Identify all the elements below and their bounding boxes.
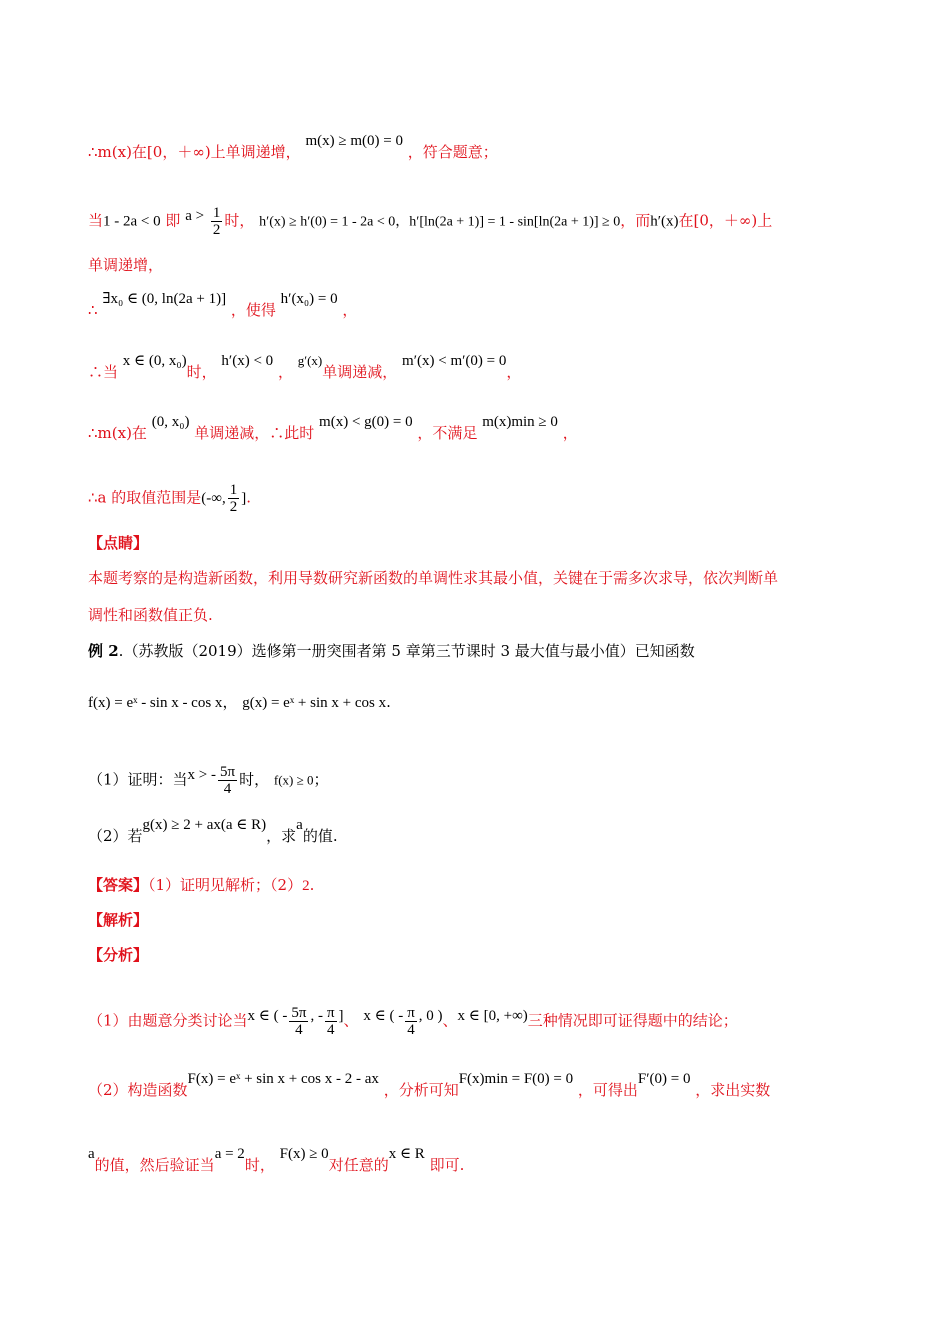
- text: ，不满足: [417, 424, 478, 442]
- text: ，: [562, 424, 578, 442]
- text: 单调递减，∴此时: [194, 424, 315, 442]
- text: 单调递减，: [322, 363, 398, 381]
- formula: x ∈ ( -: [363, 1007, 404, 1024]
- text: 即可.: [429, 1156, 465, 1174]
- analysis-1: [88, 1005, 862, 1038]
- text: 时，: [186, 363, 217, 381]
- denominator: 4: [223, 781, 232, 797]
- text: .: [246, 488, 251, 507]
- line-monotone-increasing-2: [88, 255, 862, 275]
- fraction-one-half: [228, 482, 240, 515]
- formula: f(x) ≥ 0: [273, 772, 314, 788]
- text: ，求出实数: [695, 1081, 771, 1099]
- numerator: π: [326, 1005, 335, 1021]
- line-range-of-a: [88, 482, 862, 515]
- text: ，分析可知: [383, 1081, 459, 1099]
- text: ∴a 的取值范围是: [88, 488, 202, 507]
- text: ∴: [88, 301, 98, 319]
- function-definitions: [88, 692, 862, 713]
- formula: h′(x): [650, 213, 679, 230]
- text: （2）若: [88, 827, 143, 845]
- tip-text: 调性和函数值正负.: [88, 606, 213, 624]
- text: （2）构造函数: [88, 1081, 188, 1099]
- text: ，使得: [230, 301, 276, 319]
- text: 的值.: [302, 827, 338, 845]
- numerator: 5π: [291, 1005, 307, 1021]
- example-text: .（苏教版（2019）选修第一册突围者第 5 章第三节课时 3 最大值与最小值）已知函数: [118, 642, 695, 660]
- text: ，: [277, 363, 293, 381]
- text: 、: [442, 1011, 458, 1030]
- formula: F(x) = eˣ + sin x + cos x - 2 - ax: [187, 1071, 379, 1087]
- tip-body-1: [88, 568, 862, 588]
- formula: , 0 ): [418, 1007, 443, 1024]
- analysis-heading: [88, 945, 862, 965]
- answer-value: 2: [302, 878, 310, 894]
- line-monotone-increasing: [88, 133, 862, 163]
- analysis-2: [88, 1071, 862, 1101]
- formula-g: g(x) = eˣ + sin x + cos x: [242, 695, 387, 711]
- text: ∴当: [88, 363, 119, 381]
- answer-line: [88, 875, 862, 896]
- text: 对任意的: [328, 1156, 389, 1174]
- formula: a: [88, 1146, 95, 1162]
- line-when-x-in-interval: [88, 353, 862, 383]
- text: ∴m(x)在[0，＋∞)上单调递增，: [88, 143, 301, 161]
- numerator: π: [407, 1005, 415, 1021]
- fraction-pi-4: [325, 1005, 337, 1038]
- solution-label: 【解析】: [88, 911, 149, 929]
- example-label: 例 2: [88, 642, 119, 660]
- tip-label: 【点睛】: [88, 534, 149, 552]
- line-case-a-gt-half: [88, 205, 862, 238]
- text: 单调递增，: [88, 256, 164, 274]
- formula-f: f(x) = eˣ - sin x - cos x: [88, 695, 223, 711]
- formula: ∃x₀ ∈ (0, ln(2a + 1)]: [102, 291, 227, 307]
- line-exists-x0: [88, 291, 862, 321]
- line-m-decreasing: [88, 414, 862, 444]
- formula: ]: [338, 1007, 344, 1024]
- formula: h′(x₀) = 0: [280, 291, 338, 307]
- text: ，: [342, 301, 358, 319]
- text: （1）证明：当: [88, 770, 188, 789]
- formula: x ∈ [0, +∞): [457, 1007, 528, 1024]
- formula: a: [296, 817, 303, 833]
- text: ，求: [266, 827, 297, 845]
- period: .: [309, 876, 315, 894]
- fraction-5pi-4: [218, 764, 237, 797]
- formula: h′(x) ≥ h′(0) = 1 - 2a < 0，h′[ln(2a + 1)] = 1 - sin[ln(2a + 1)] ≥ 0: [259, 214, 621, 230]
- formula: x ∈ R: [388, 1146, 425, 1162]
- text: （1）由题意分类讨论当: [88, 1011, 248, 1030]
- formula: m(x)min ≥ 0: [482, 414, 558, 430]
- text: 时，: [239, 770, 270, 789]
- text: 时，: [224, 211, 255, 230]
- formula: g(x) ≥ 2 + ax(a ∈ R): [142, 817, 267, 833]
- formula: 1 - 2a < 0: [103, 213, 161, 230]
- denominator: 2: [229, 499, 238, 515]
- denominator: 4: [295, 1022, 303, 1038]
- formula: (-∞,: [201, 490, 226, 507]
- formula: F′(0) = 0: [637, 1071, 691, 1087]
- tip-heading: [88, 533, 862, 553]
- tip-text: 本题考察的是构造新函数，利用导数研究新函数的单调性求其最小值，关键在于需多次求导，依次判断单: [88, 569, 779, 587]
- denominator: 2: [212, 222, 221, 238]
- text: 时，: [244, 1156, 275, 1174]
- denominator: 4: [327, 1022, 335, 1038]
- analysis-label: 【分析】: [88, 946, 149, 964]
- formula: (0, x₀): [151, 414, 190, 430]
- denominator: 4: [407, 1022, 415, 1038]
- formula: g′(x): [297, 353, 323, 368]
- text: ，可得出: [577, 1081, 638, 1099]
- period: .: [386, 693, 391, 711]
- fraction-5pi-4: [289, 1005, 308, 1038]
- formula: a >: [185, 207, 205, 224]
- numerator: 1: [212, 205, 221, 221]
- text: ∴m(x)在: [88, 424, 147, 442]
- numerator: 5π: [220, 764, 236, 780]
- question-1: [88, 764, 862, 797]
- formula: x ∈ ( -: [247, 1007, 288, 1024]
- solution-heading: [88, 910, 862, 930]
- formula: h′(x) < 0: [221, 353, 274, 369]
- formula: m(x) ≥ m(0) = 0: [305, 133, 403, 149]
- text: 的值，然后验证当: [94, 1156, 215, 1174]
- formula: x ∈ (0, x₀): [122, 353, 187, 369]
- analysis-3: [88, 1146, 862, 1176]
- text: ，而: [620, 211, 651, 230]
- fraction-one-half: [211, 205, 223, 238]
- question-2: [88, 817, 862, 847]
- text: 、: [343, 1011, 359, 1030]
- text: 即: [165, 211, 181, 230]
- example-2-heading: [88, 641, 862, 661]
- text: ，: [506, 363, 522, 381]
- formula: F(x)min = F(0) = 0: [458, 1071, 574, 1087]
- fraction-pi-4: [405, 1005, 417, 1038]
- separator: ，: [222, 693, 238, 711]
- formula: m′(x) < m′(0) = 0: [402, 353, 507, 369]
- tip-body-2: [88, 605, 862, 625]
- formula: x > -: [187, 766, 217, 783]
- answer-text: （1）证明见解析；（2）: [148, 876, 303, 894]
- text: ；: [313, 770, 329, 789]
- answer-label: 【答案】: [88, 876, 149, 894]
- text: ，符合题意；: [407, 143, 498, 161]
- text: 在[0，＋∞)上: [678, 211, 773, 230]
- numerator: 1: [229, 482, 238, 498]
- formula: F(x) ≥ 0: [279, 1146, 329, 1162]
- text: 三种情况即可证得题中的结论；: [527, 1011, 738, 1030]
- formula: a = 2: [214, 1146, 245, 1162]
- formula: ]: [241, 490, 247, 507]
- formula: , -: [310, 1007, 323, 1024]
- text: 当: [88, 211, 104, 230]
- formula: m(x) < g(0) = 0: [319, 414, 413, 430]
